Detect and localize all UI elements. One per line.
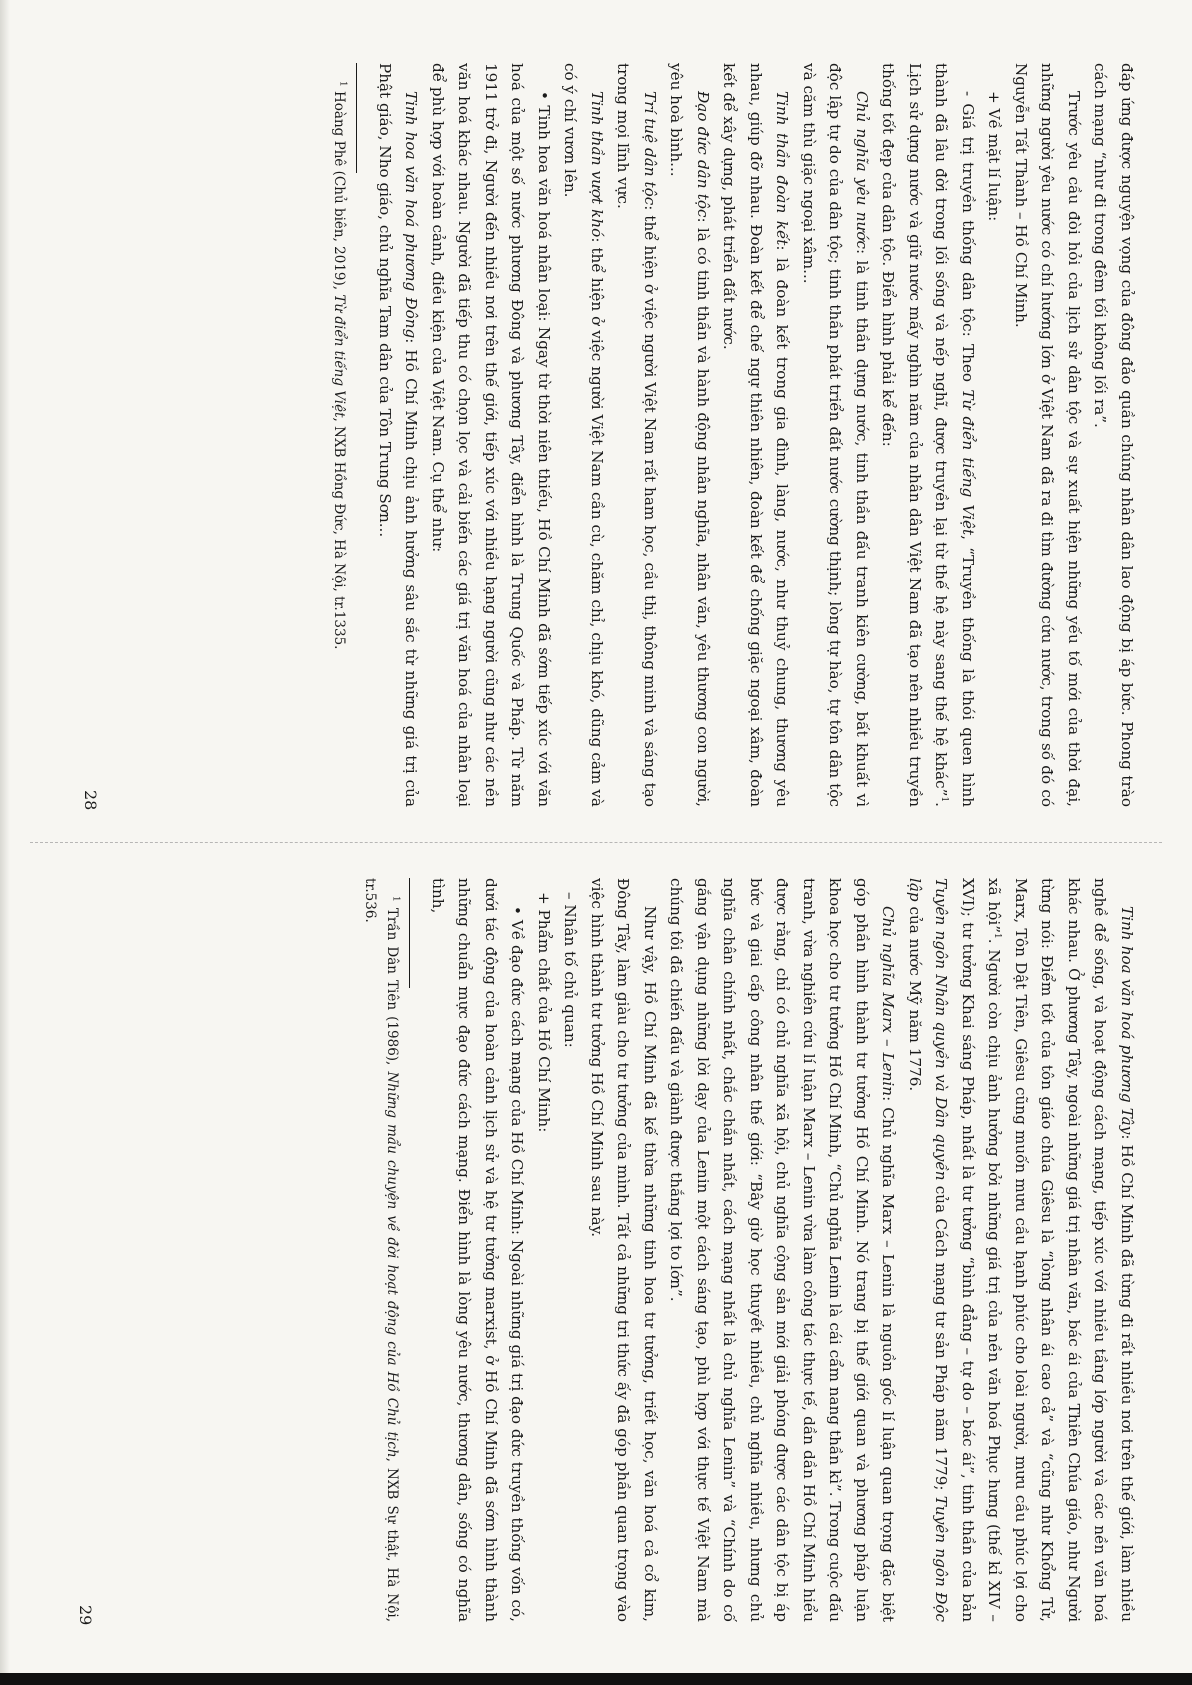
paragraph: Đạo đức dân tộc: là có tinh thần và hành động nhân nghĩa, nhân văn, yêu thương con người, yêu hoà bình...: [667, 63, 712, 808]
section-heading: + Phẩm chất của Hồ Chí Minh:: [535, 892, 553, 1133]
paragraph: Chủ nghĩa Marx – Lenin: Chủ nghĩa Marx – Lenin là nguồn gốc lí luận quan trọng đặc biệt góp phần hình thành tư tưởng Hồ Chí Minh. Nó trang bị thế giới quan và phương pháp luận khoa học cho tư tưởng Hồ Chí Minh, “Chủ nghĩa Lenin là cái cẩm nang thần kì”. Trong cuộc đấu tranh, vừa nghiên cứu lí luận Marx – Lenin vừa làm công tác thực tế, dần dần Hồ Chí Minh hiểu được rằng, chỉ có chủ nghĩa xã hội, chủ nghĩa cộng sản mới giải phóng được các dân tộc bị áp bức và giai cấp công nhân thế giới: “Bây giờ học thuyết nhiều, chủ nghĩa nhiều, nhưng chủ nghĩa chân chính nhất, chắc chắn nhất, cách mạng nhất là chủ nghĩa Lenin” và “Chính do cố gắng vận dụng những lời dạy của Lenin một cách sáng tạo, phù hợp với thực tế Việt Nam mà chúng tôi đã chiến đấu và giành được thắng lợi to lớn”.: [667, 878, 898, 1622]
page-divider: [30, 842, 1162, 843]
page-28: [60, 55, 1140, 815]
page-number: 29: [76, 1605, 95, 1626]
scan-edge: [0, 0, 10, 1685]
page-number: 28: [81, 790, 100, 811]
footnote-divider: [357, 63, 358, 173]
paragraph: đáp ứng được nguyện vọng của đông đảo quần chúng nhân dân lao động bị áp bức. Phong trào cách mạng “như đi trong đêm tối không lối ra”.: [1091, 63, 1136, 807]
paragraph: • Tinh hoa văn hoá nhân loại: Ngay từ thời niên thiếu, Hồ Chí Minh đã sớm tiếp xúc với văn hoá của một số nước phương Đông và phương Tây, điển hình là Trung Quốc và Pháp. Từ năm 1911 trở đi, Người đến nhiều nơi trên thế giới, tiếp xúc với nhiều hạng người cũng như các nền văn hoá khác nhau. Người đã tiếp thu có chọn lọc và cải biến các giá trị văn hoá của nhân loại để phù hợp với hoàn cảnh, điều kiện của Việt Nam. Cụ thể như:: [425, 63, 558, 807]
page-29-body: [425, 878, 1141, 1622]
footnote: $^1$ Hoàng Phê (Chủ biên, 2019), Từ điển tiếng Việt, NXB Hồng Đức, Hà Nội, tr.1335.: [331, 81, 348, 650]
section-heading: + Về mặt lí luận:: [985, 91, 1004, 222]
footnote-divider: [410, 878, 411, 988]
paragraph: Chủ nghĩa yêu nước: là tinh thần dựng nước, tinh thần đấu tranh kiên cường, bất khuất vì độc lập tự do của dân tộc; tinh thần phát triển đất nước cường thịnh; lòng tự hào, tự tôn dân tộc và căm thù giặc ngoại xâm...: [800, 63, 871, 807]
paragraph: Tinh thần đoàn kết: là đoàn kết trong gia đình, làng, nước, như thuỷ chung, thương yêu nhau, giúp đỡ nhau. Đoàn kết để chế ngự thiên nhiên, đoàn kết để chống giặc ngoại xâm, đoàn kết để xây dựng, phát triển đất nước.: [720, 63, 792, 807]
page-28-body: [372, 63, 1141, 807]
paragraph: Trước yêu cầu đòi hỏi của lịch sử dân tộc và sự xuất hiện những yếu tố mới của thời đại, những người yêu nước có chí hướng lớn ở Việt Nam đã ra đi tìm đường cứu nước, trong số đó có Nguyễn Tất Thành – Hồ Chí Minh.: [1012, 63, 1083, 807]
scan-edge: [0, 1673, 1192, 1685]
paragraph: Tinh hoa văn hoá phương Đông: Hồ Chí Minh chịu ảnh hưởng sâu sắc từ những giá trị của Phật giáo, Nho giáo, chủ nghĩa Tam dân của Tôn Trung Sơn...: [376, 63, 421, 807]
page-29: [60, 870, 1140, 1630]
paragraph: • Về đạo đức cách mạng của Hồ Chí Minh: Ngoài những giá trị đạo đức truyền thống vốn có, dưới tác động của hoàn cảnh lịch sử và hệ tư tưởng marxist, ở Hồ Chí Minh đã sớm hình thành những chuẩn mực đạo đức cách mạng. Điển hình là lòng yêu nước, thương dân, sống có nghĩa tình,: [425, 878, 531, 1622]
paragraph: - Giá trị truyền thống dân tộc: Theo Từ điển tiếng Việt, “Truyền thống là thói quen hình thành đã lâu đời trong lối sống và nếp nghĩ, được truyền lại từ thế hệ này sang thế hệ khác”$^1$. Lịch sử dựng nước và giữ nước mấy nghìn năm của nhân dân Việt Nam đã tạo nên nhiều truyền thống tốt đẹp của dân tộc. Điển hình phải kể đến:: [879, 63, 977, 808]
section-heading: – Nhân tố chủ quan:: [561, 892, 580, 1048]
paragraph: Như vậy, Hồ Chí Minh đã kế thừa những tinh hoa tư tưởng, triết học, văn hoá cả cổ kim, Đông Tây, làm giàu cho tư tưởng của mình. Tất cả những tri thức ấy đã góp phần quan trọng vào việc hình thành tư tưởng Hồ Chí Minh sau này.: [588, 878, 659, 1622]
footnote: $^1$ Trần Dân Tiên (1986), Những mẩu chuyện về đời hoạt động của Hồ Chủ tịch, NXB Sự thật, Hà Nội, tr.536.: [362, 878, 401, 1622]
paragraph: Tinh thần vượt khó: thể hiện ở việc người Việt Nam cần cù, chăm chỉ, chịu khó, dũng cảm và có ý chí vươn lên.: [561, 63, 606, 807]
paragraph: Trí tuệ dân tộc: thể hiện ở việc người Việt Nam rất ham học, cầu thị, thông minh và sáng tạo trong mọi lĩnh vực.: [614, 63, 659, 807]
paragraph: Tinh hoa văn hoá phương Tây: Hồ Chí Minh đã từng đi rất nhiều nơi trên thế giới, làm nhiều nghề để sống, và hoạt động cách mạng, tiếp xúc với nhiều tầng lớp người và các nền văn hoá khác nhau. Ở phương Tây, ngoài những giá trị nhân văn, bác ái của Thiên Chúa giáo, như Người từng nói: Điểm tốt của tôn giáo chúa Giêsu là “lòng nhân ái cao cả” và “cũng như Khổng Tử, Marx, Tôn Dật Tiên, Giêsu cũng muốn mưu cầu hạnh phúc cho loài người, mưu cầu phúc lợi cho xã hội”$^1$. Người còn chịu ảnh hưởng bởi những giá trị của nền văn hoá Phục hưng (thế kỉ XIV – XVI); tư tưởng Khai sáng Pháp, nhất là tư tưởng “bình đẳng – tự do – bác ái”, tinh thần của bản Tuyên ngôn Nhân quyền và Dân quyền của Cách mạng tư sản Pháp năm 1779; Tuyên ngôn Độc lập của nước Mỹ năm 1776.: [906, 878, 1136, 1622]
